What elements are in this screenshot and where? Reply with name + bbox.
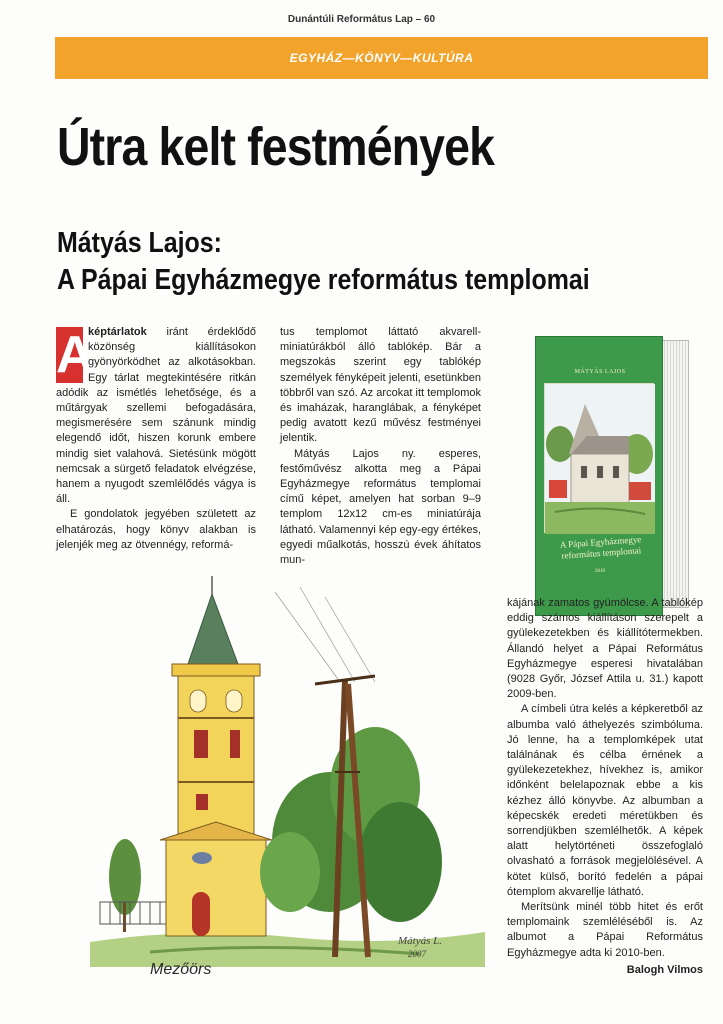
painting-year: 2007	[408, 949, 426, 959]
subtitle-book-title: A Pápai Egyházmegye református templomai	[57, 264, 590, 296]
subtitle-author: Mátyás Lajos:	[57, 227, 222, 259]
book-title-line-1: A Pápai Egyházmegye	[559, 534, 642, 550]
book-cover-painting	[544, 383, 654, 533]
paragraph-5: kájának zamatos gyümölcse. A tablókép eddig számos kiállításon szerepelt a gyülekezetekben és kiállítótermekben. Állandó helyet a Pápai Református Egyházmegye esperesi hivatalában (9028 Győr, József Attila u. 31.) kapott 2009-ben.	[507, 597, 703, 701]
painting-signature: Mátyás L.	[398, 935, 442, 947]
paragraph-7: Merítsünk minél több hitet és erőt templomaink szemléléséből is. Az albumot a Pápai Református Egyházmegye adta ki 2010-ben.	[507, 901, 703, 959]
church-painting	[90, 572, 485, 987]
section-band: EGYHÁZ—KÖNYV—KULTÚRA	[55, 37, 708, 79]
paragraph-1	[56, 325, 256, 507]
paragraph-3: tus templomot láttató akvarell-miniatúrákból álló tablókép. Bár a megszokás szerint egy tablókép személyek fényképeit jelenti, esetünkben többről van szó. Az arcokat itt templomok és imaházak, haranglábak, a fényképet pedig avatott kezű művész festményei jelentik.	[280, 326, 481, 445]
book-pages	[661, 340, 689, 608]
book-title-line-2: református templomai	[561, 545, 642, 561]
book-year: 2010	[595, 569, 605, 574]
lead-word: képtárlatok	[88, 326, 147, 338]
paragraph-4: Mátyás Lajos ny. esperes, festőművész alkotta meg a Pápai Egyházmegye református templomai című képet, amelyen hat sorban 9–9 templom 12x12 cm-es miniatúrája látható. Valamennyi kép egy-egy értékes, egyedi műalkotás, hosszú évek áhítatos mun-	[280, 447, 481, 567]
mezoors-church-watercolor-icon	[90, 572, 485, 987]
book-author: MÁTYÁS LAJOS	[574, 369, 626, 375]
running-head: Dunántúli Református Lap – 60	[287, 14, 436, 25]
paragraph-2: E gondolatok jegyében született az elhatározás, hogy könyv alakban is jelenjék meg az ötvennégy, reformá-	[56, 508, 256, 551]
text-column-1	[56, 325, 256, 553]
text-column-3	[507, 596, 703, 978]
book-front-cover	[535, 336, 663, 616]
article-title: Útra kelt festmények	[57, 117, 495, 177]
article-subtitle	[57, 225, 590, 299]
paragraph-1-text: iránt érdeklődő közönség kiállításokon gyönyörködhet az alkotásokban. Egy tárlat megtekintésére ritkán adódik az ismétlés lehetősége, és a műtárgyak szellemi befogadására, megismerésére sem szánunk mindig elegendő időt, hiszen korunk embere mindig siet valahová. Sietésünk mögött nemcsak a sürgető feladatok elvégzése, hanem a nyugodt szemlélődés vágya is áll.	[56, 326, 256, 506]
article-author: Balogh Vilmos	[626, 963, 703, 976]
book-title	[547, 533, 654, 562]
book-cover-image	[535, 330, 697, 620]
paragraph-6: A címbeli útra kelés a képkeretből az albumba való áthelyezés szimbóluma. Jó lenne, ha a templomképek utat találnának és célba érnének a gyülekezetekhez, hívekhez is, amikor időnként belelapoznak ebbe a kis kézhez álló könyvbe. Az albumban a képecskék eredeti méretükben és sorrendjükben szemlélhetők. A képek alatt helytörténeti összefoglaló olvasható a források megjelölésével. A kötet külső, borító fedelén a pápai ótemplom akvarellje látható.	[507, 703, 703, 898]
drop-cap: A	[56, 326, 94, 384]
painting-caption: Mezőörs	[150, 961, 212, 978]
text-column-2	[280, 325, 481, 568]
church-watercolor-icon	[545, 384, 655, 534]
